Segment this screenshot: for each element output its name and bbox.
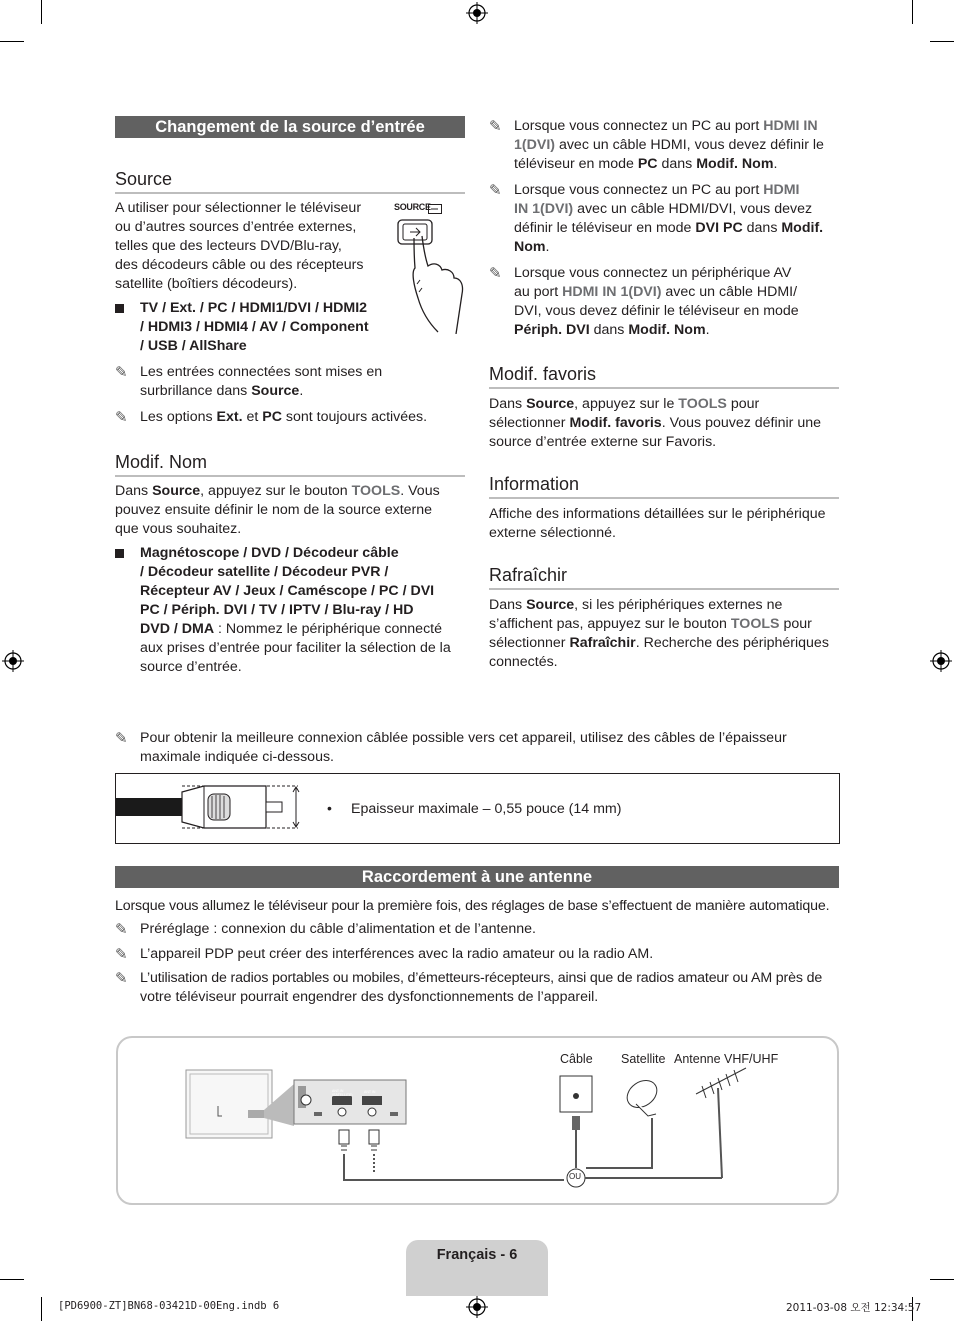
note-radio-malfunction: [115, 969, 860, 1007]
text-line: [514, 283, 864, 302]
keyword: 1(DVI): [514, 137, 555, 153]
keyword: HDMI IN: [763, 118, 818, 134]
source-icon: [428, 204, 442, 214]
note-preset: [115, 920, 860, 939]
modif-nom-description: [115, 482, 465, 539]
text-run: avec un câble HDMI/: [661, 284, 798, 300]
keyword-tools: TOOLS: [678, 396, 727, 412]
note-always-active: [115, 408, 485, 427]
keyword: HDMI: [763, 182, 800, 198]
text-run: dans: [589, 322, 629, 338]
text-run: Lorsque vous connectez un PC au port: [514, 118, 764, 134]
keyword: Source: [526, 396, 575, 412]
label-vhf-uhf-antenna: Antenne VHF/UHF: [674, 1052, 779, 1066]
text-run: , appuyez sur le: [574, 396, 679, 412]
keyword: Source: [251, 383, 300, 399]
text-run: pour: [726, 396, 760, 412]
keyword: Modif. favoris: [569, 415, 662, 431]
page-number: Français - 6: [436, 1247, 518, 1263]
text-run: définir le téléviseur en mode: [514, 220, 696, 236]
crop-mark: [930, 1279, 954, 1280]
text-run: Lorsque vous connectez un PC au port: [514, 182, 764, 198]
device-name-list: [115, 544, 485, 677]
keyword: Source: [526, 597, 575, 613]
label-satellite: Satellite: [621, 1052, 666, 1066]
text-line: des décodeurs câble ou des récepteurs: [115, 257, 364, 273]
text-run: avec un câble HDMI, vous devez définir le: [555, 137, 824, 153]
text-line: L’appareil PDP peut créer des interférences avec la radio amateur ou la radio AM.: [140, 946, 654, 962]
modif-favoris-description: [489, 395, 839, 452]
text-line: / USB / AllShare: [140, 338, 247, 354]
text-run: .: [773, 156, 778, 172]
keyword: PC: [262, 409, 282, 425]
note-pencil-icon: ✎: [489, 182, 502, 199]
port-label-satellite: ANT IN (SATELLITE): [332, 1089, 353, 1097]
text-line: Pour obtenir la meilleure connexion câblée possible vers cet appareil, utilisez des câbles de l’épaisseur: [140, 730, 787, 746]
text-line: aux prises d’entrée pour faciliter la sélection de la: [140, 640, 451, 656]
antenna-intro: [115, 897, 839, 916]
text-line: [514, 321, 864, 340]
footer-timestamp: 2011-03-08 오전 12:34:57: [786, 1302, 922, 1314]
text-run: DVD / DMA: [140, 621, 215, 637]
keyword: Périph. DVI: [514, 322, 590, 338]
section-header-antenna: Raccordement à une antenne: [115, 866, 839, 888]
text-line: Lorsque vous connectez un périphérique AV: [514, 265, 792, 281]
source-button-label: SOURCE: [394, 202, 431, 212]
text-line: que vous souhaitez.: [115, 521, 242, 537]
text-run: : Nommez le périphérique connecté: [214, 621, 443, 637]
heading-modif-favoris: Modif. favoris: [489, 363, 839, 389]
text-line: [489, 596, 839, 615]
note-av-device: [489, 264, 864, 340]
text-line: / HDMI3 / HDMI4 / AV / Component: [140, 319, 369, 335]
text-line: [140, 620, 485, 639]
tv-rear-panel-icon: [118, 1038, 837, 1203]
crop-mark: [930, 41, 954, 42]
text-run: sont toujours activées.: [281, 409, 428, 425]
text-line: connectés.: [489, 654, 558, 670]
registration-mark-icon: [466, 1296, 488, 1318]
text-run: . Vous: [400, 483, 440, 499]
text-line: [489, 634, 839, 653]
text-line: source d’entrée externe sur Favoris.: [489, 434, 717, 450]
text-line: [514, 219, 864, 238]
text-run: Dans: [115, 483, 153, 499]
text-line: Les entrées connectées sont mises en: [140, 364, 383, 380]
note-pencil-icon: ✎: [115, 946, 128, 963]
text-run: dans: [742, 220, 782, 236]
heading-rafraichir: Rafraîchir: [489, 564, 839, 590]
port-label-ant-in: ANT IN: [364, 1090, 376, 1094]
text-line: telles que des lecteurs DVD/Blu-ray,: [115, 238, 342, 254]
text-line: [140, 382, 470, 401]
section-header-input-source: Changement de la source d’entrée: [115, 116, 465, 138]
coax-cable-plug-icon: [116, 782, 316, 832]
text-line: Récepteur AV / Jeux / Caméscope / PC / DVI: [140, 583, 435, 599]
source-description: [115, 199, 385, 294]
text-line: [514, 117, 864, 136]
keyword-tools: TOOLS: [730, 616, 780, 632]
note-interference: [115, 945, 860, 964]
text-line: satellite (boîtiers décodeurs).: [115, 276, 298, 292]
bullet-dot: •: [327, 800, 332, 816]
text-line: A utiliser pour sélectionner le téléviseur: [115, 200, 362, 216]
footer-file-name: [PD6900-ZT]BN68-03421D-00Eng.indb 6: [58, 1300, 280, 1312]
text-run: s’affichent pas, appuyez sur le bouton: [489, 616, 731, 632]
text-run: Dans: [489, 597, 527, 613]
note-pencil-icon: ✎: [489, 265, 502, 282]
text-run: dans: [657, 156, 697, 172]
keyword: HDMI IN 1(DVI): [562, 284, 662, 300]
bullet-square-icon: [115, 304, 124, 313]
text-run: pour: [779, 616, 812, 632]
crop-mark: [41, 1297, 42, 1321]
text-line: source d’entrée.: [140, 659, 242, 675]
text-line: maximale indiquée ci-dessous.: [140, 749, 334, 765]
text-line: Magnétoscope / DVD / Décodeur câble: [140, 545, 399, 561]
keyword: Rafraîchir: [569, 635, 636, 651]
text-run: . Vous pouvez définir une: [661, 415, 822, 431]
keyword: Modif.: [781, 220, 824, 236]
bullet-square-icon: [115, 549, 124, 558]
text-line: [514, 200, 864, 219]
text-run: sélectionner: [489, 635, 570, 651]
text-line: Affiche des informations détaillées sur le périphérique: [489, 506, 826, 522]
text-run: , appuyez sur le bouton: [200, 483, 352, 499]
note-pencil-icon: ✎: [115, 921, 128, 938]
text-line: [514, 155, 864, 174]
text-run: .: [299, 383, 304, 399]
text-line: votre téléviseur pourrait engendrer des dysfonctionnements de l’appareil.: [140, 989, 599, 1005]
note-highlighted-inputs: [115, 363, 470, 401]
text-run: avec un câble HDMI/DVI, vous devez: [573, 201, 813, 217]
text-run: Dans: [489, 396, 527, 412]
keyword: Nom: [514, 239, 546, 255]
text-line: externe sélectionné.: [489, 525, 616, 541]
text-line: [489, 615, 839, 634]
text-line: pouvez ensuite définir le nom de la source externe: [115, 502, 433, 518]
note-pencil-icon: ✎: [489, 118, 502, 135]
registration-mark-icon: [930, 650, 952, 672]
text-run: au port: [514, 284, 563, 300]
keyword: PC: [637, 156, 658, 172]
cable-thickness-box: [115, 773, 840, 844]
crop-mark: [912, 0, 913, 24]
information-description: [489, 505, 839, 543]
text-line: [489, 414, 839, 433]
text-run: surbrillance dans: [140, 383, 252, 399]
text-line: DVI, vous devez définir le téléviseur en mode: [514, 303, 799, 319]
text-line: PC / Périph. DVI / TV / IPTV / Blu-ray / HD: [140, 602, 414, 618]
note-pc-hdmi-dvi: [489, 181, 864, 257]
crop-mark: [0, 1279, 24, 1280]
keyword-tools: TOOLS: [351, 483, 401, 499]
text-line: [115, 482, 465, 501]
text-line: [140, 408, 485, 427]
text-line: [514, 238, 864, 257]
text-line: [489, 395, 839, 414]
text-run: téléviseur en mode: [514, 156, 638, 172]
note-pencil-icon: ✎: [115, 730, 128, 747]
text-line: [514, 181, 864, 200]
text-run: .: [545, 239, 550, 255]
text-line: / Décodeur satellite / Décodeur PVR /: [140, 564, 389, 580]
cable-spec-text: Epaisseur maximale – 0,55 pouce (14 mm): [351, 801, 622, 817]
keyword: Ext.: [216, 409, 243, 425]
heading-information: Information: [489, 473, 839, 499]
keyword: DVI PC: [695, 220, 743, 236]
registration-mark-icon: [466, 2, 488, 24]
keyword: Modif. Nom: [696, 156, 774, 172]
text-line: ou d’autres sources d’entrée externes,: [115, 219, 357, 235]
note-pencil-icon: ✎: [115, 409, 128, 426]
text-run: sélectionner: [489, 415, 570, 431]
note-pc-hdmi: [489, 117, 864, 174]
keyword: IN 1(DVI): [514, 201, 574, 217]
text-line: Préréglage : connexion du câble d’alimentation et de l’antenne.: [140, 921, 536, 937]
registration-mark-icon: [2, 650, 24, 672]
label-cable: Câble: [560, 1052, 593, 1066]
keyword: Modif. Nom: [628, 322, 706, 338]
text-line: [514, 136, 864, 155]
text-line: L’utilisation de radios portables ou mobiles, d’émetteurs-récepteurs, ainsi que de radios amateur ou AM près de: [140, 970, 823, 986]
note-pencil-icon: ✎: [115, 970, 128, 987]
text-line: Lorsque vous allumez le téléviseur pour la première fois, des réglages de base s’effectuent de manière automatique.: [115, 898, 830, 914]
antenna-connection-diagram: [116, 1036, 839, 1205]
text-run: .: [705, 322, 710, 338]
rafraichir-description: [489, 596, 839, 672]
text-line: TV / Ext. / PC / HDMI1/DVI / HDMI2: [140, 300, 368, 316]
heading-source: Source: [115, 168, 465, 194]
note-cable-thickness: [115, 729, 860, 767]
crop-mark: [0, 41, 24, 42]
heading-modif-nom: Modif. Nom: [115, 451, 465, 477]
text-run: Les options: [140, 409, 217, 425]
text-run: et: [242, 409, 263, 425]
keyword: Source: [152, 483, 201, 499]
source-list: [115, 299, 420, 356]
text-run: , si les périphériques externes ne: [574, 597, 783, 613]
page-number-tab: [406, 1240, 548, 1296]
text-run: . Recherche des périphériques: [635, 635, 829, 651]
label-or: OU: [569, 1172, 581, 1181]
crop-mark: [41, 0, 42, 24]
note-pencil-icon: ✎: [115, 364, 128, 381]
